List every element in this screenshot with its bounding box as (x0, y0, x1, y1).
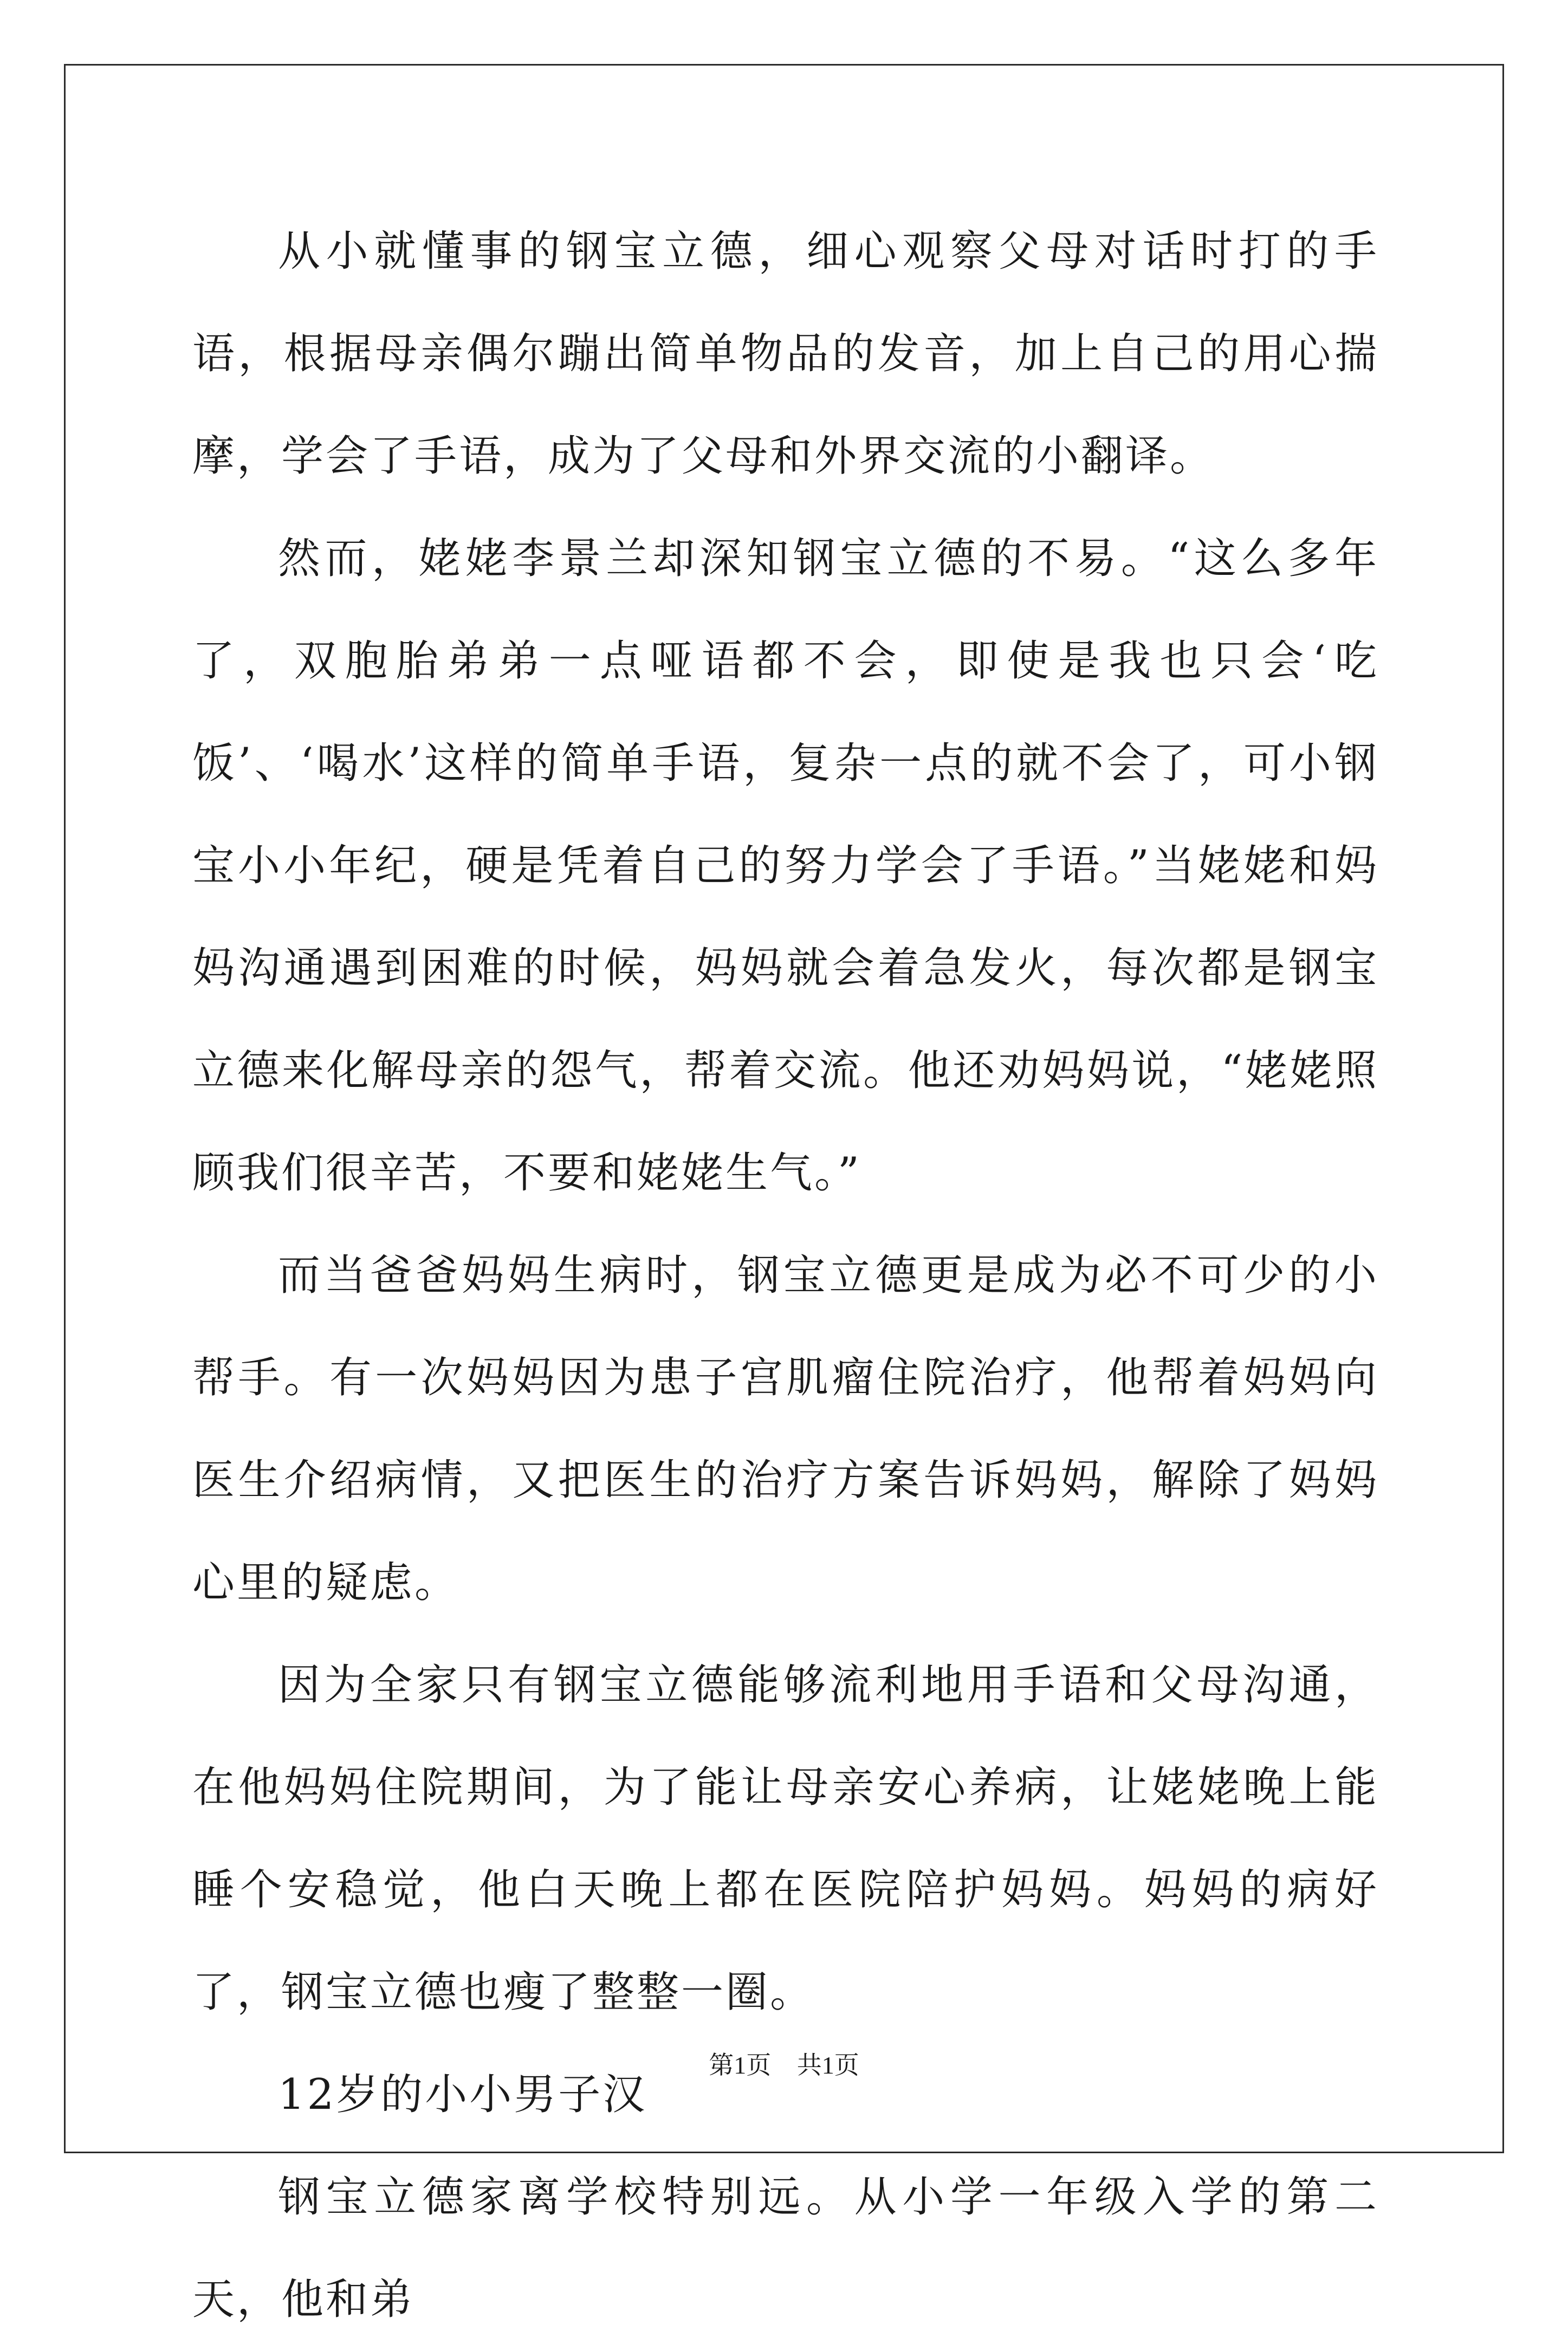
paragraph-5: 钢宝立德家离学校特别远。从小学一年级入学的第二天，他和弟 (192, 2173, 1379, 2324)
paragraph-2: 然而，姥姥李景兰却深知钢宝立德的不易。“这么多年了，双胞胎弟弟一点哑语都不会，即使是我也只会‘吃饭’、‘喝水’这样的简单手语，复杂一点的就不会了，可小钢宝小小年纪，硬是凭着自己的努力学会了手语。”当姥姥和妈妈沟通遇到困难的时候，妈妈就会着急发火，每次都是钢宝立德来化解母亲的怨气，帮着交流。他还劝妈妈说，“姥姥照顾我们很辛苦，不要和姥姥生气。” (192, 534, 1379, 1197)
paragraph-4: 因为全家只有钢宝立德能够流利地用手语和父母沟通，在他妈妈住院期间，为了能让母亲安心养病，让姥姥晚上能睡个安稳觉，他白天晚上都在医院陪护妈妈。妈妈的病好了，钢宝立德也瘦了整整一圈。 (192, 1661, 1379, 2017)
section-heading: 12岁的小小男子汉 (278, 2070, 647, 2119)
page-footer (0, 2045, 1568, 2081)
page-number-current: 第1页 (709, 2051, 772, 2079)
page-number-total: 共1页 (796, 2051, 859, 2079)
paragraph-1: 从小就懂事的钢宝立德，细心观察父母对话时打的手语，根据母亲偶尔蹦出简单物品的发音，加上自己的用心揣摩，学会了手语，成为了父母和外界交流的小翻译。 (192, 227, 1379, 481)
paragraph-3: 而当爸爸妈妈生病时，钢宝立德更是成为必不可少的小帮手。有一次妈妈因为患子宫肌瘤住院治疗，他帮着妈妈向医生介绍病情，又把医生的治疗方案告诉妈妈，解除了妈妈心里的疑虑。 (192, 1251, 1379, 1607)
document-body (192, 200, 1379, 2351)
